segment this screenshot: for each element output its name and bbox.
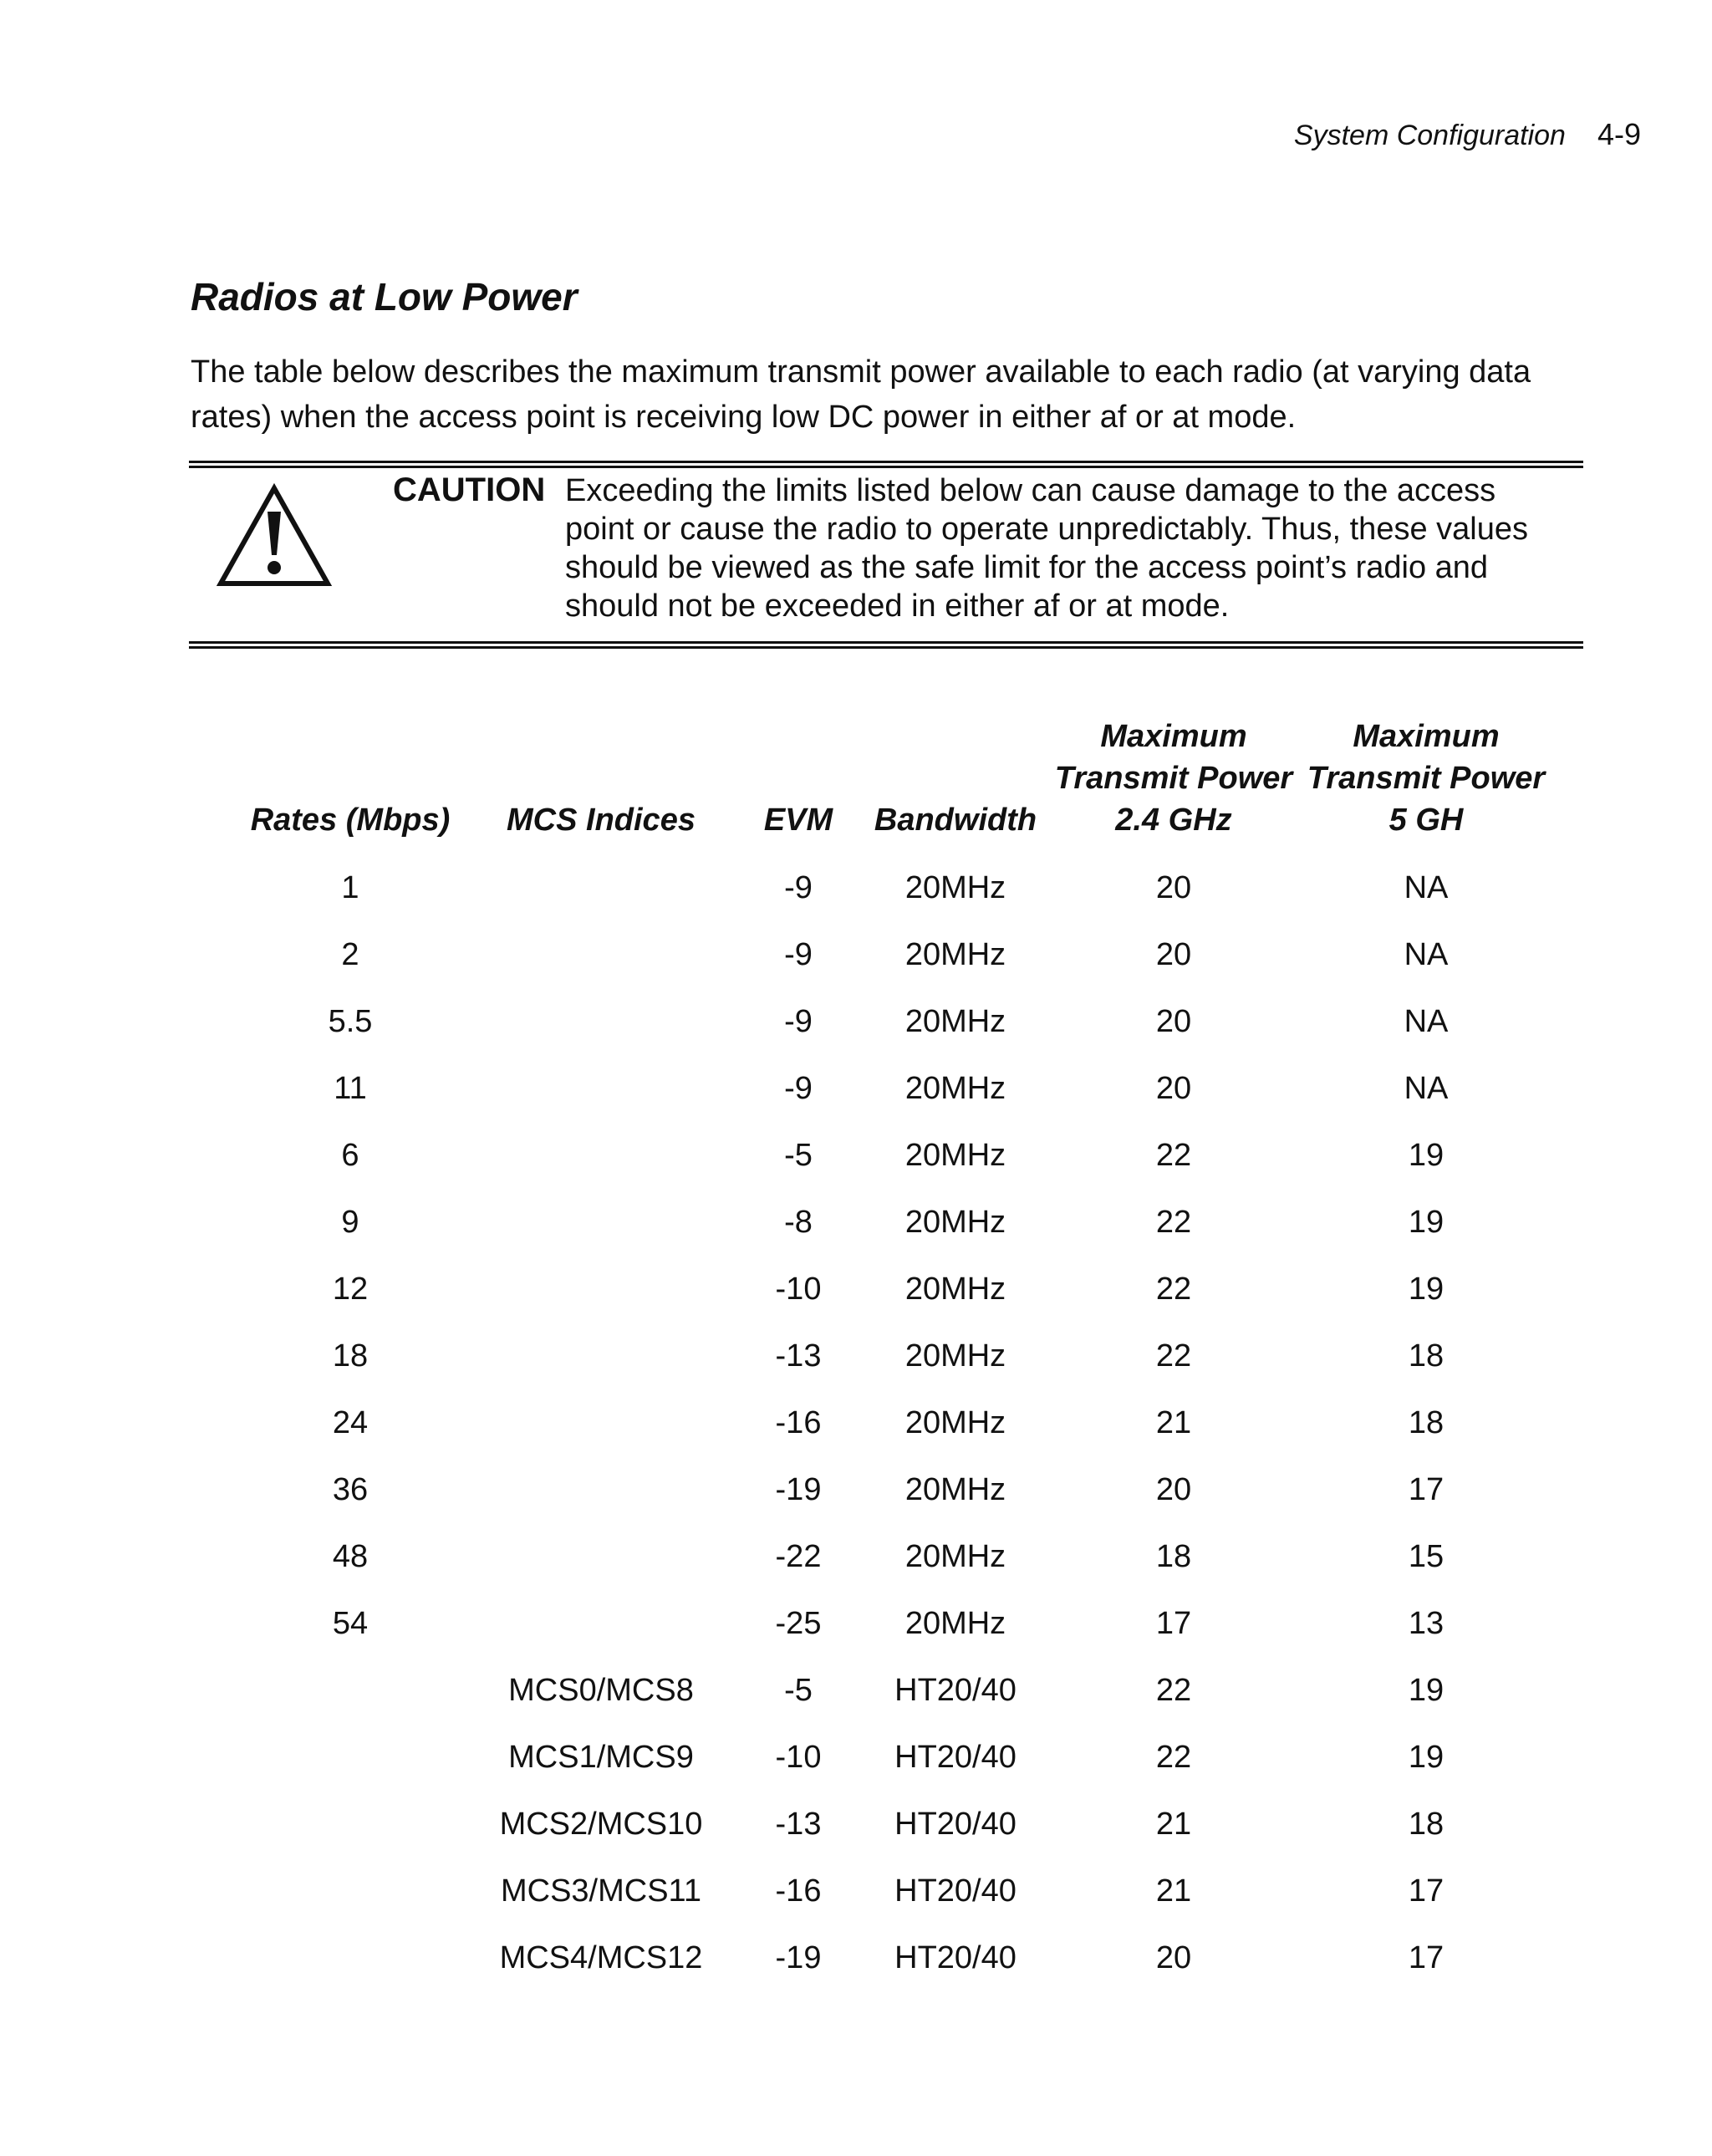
cell-mcs [468,1389,734,1456]
cell-bandwidth: HT20/40 [894,1739,1016,1775]
cell-power-2-4ghz: 22 [1155,1739,1192,1775]
cell-mcs [468,1523,734,1590]
cell-rate: 9 [341,1204,359,1240]
cell-evm: -19 [775,1471,822,1507]
cell-mcs [468,1456,734,1523]
header-rates: Rates (Mbps) [250,803,451,838]
cell-power-2-4ghz: 20 [1155,1471,1192,1507]
cell-rate: 24 [332,1404,369,1440]
table-body [232,854,1553,1991]
cell-evm: -19 [775,1939,822,1975]
intro-paragraph: The table below describes the maximum transmit power available to each radio (at varying data rates) when the access point is receiving low DC power in either af or at mode. [191,354,1531,435]
cell-power-5gh: NA [1404,1070,1449,1106]
cell-mcs [468,854,734,921]
header-evm: EVM [763,803,833,838]
table-row [232,988,1553,1055]
cell-bandwidth: 20MHz [904,1538,1006,1574]
cell-mcs: MCS3/MCS11 [500,1873,702,1909]
cell-bandwidth: 20MHz [904,1204,1006,1240]
cell-bandwidth: 20MHz [904,1003,1006,1039]
cell-rate: 6 [341,1137,359,1173]
cell-power-2-4ghz: 22 [1155,1672,1192,1708]
header-line: Transmit Power [1054,761,1293,796]
cell-power-5gh: 18 [1408,1338,1444,1374]
caution-bottom-rule [189,641,1583,649]
warning-triangle-icon [216,483,333,589]
cell-power-2-4ghz: 20 [1155,869,1192,905]
cell-power-2-4ghz: 20 [1155,1939,1192,1975]
cell-evm: -22 [775,1538,822,1574]
cell-rate: 11 [334,1070,367,1106]
header-line: Transmit Power [1307,761,1546,796]
transmit-power-table [232,716,1553,1991]
cell-power-2-4ghz: 22 [1155,1137,1192,1173]
cell-rate: 18 [332,1338,369,1374]
cell-power-5gh: 19 [1408,1204,1444,1240]
cell-rate: 1 [341,869,359,905]
table-row [232,1456,1553,1523]
cell-power-5gh: 15 [1408,1538,1444,1574]
cell-power-5gh: NA [1404,936,1449,972]
cell-bandwidth: 20MHz [904,1271,1006,1307]
cell-mcs: MCS1/MCS9 [508,1739,694,1775]
cell-bandwidth: 20MHz [904,936,1006,972]
cell-power-2-4ghz: 21 [1155,1404,1192,1440]
cell-rate [232,1791,468,1858]
cell-rate: 54 [332,1605,369,1641]
cell-rate: 12 [332,1271,369,1307]
cell-bandwidth: HT20/40 [894,1672,1016,1708]
cell-mcs [468,1323,734,1389]
header-max-power-2-4ghz [1048,716,1299,854]
caution-label: CAUTION [393,471,546,508]
cell-evm: -16 [775,1873,822,1909]
cell-power-5gh: NA [1404,869,1449,905]
cell-evm: -25 [775,1605,822,1641]
table-header-row [232,716,1553,854]
cell-rate: 5.5 [328,1003,373,1039]
cell-mcs [468,1590,734,1657]
cell-power-5gh: 17 [1408,1873,1444,1909]
page-header [1294,117,1641,152]
cell-bandwidth: 20MHz [904,1605,1006,1641]
cell-bandwidth: HT20/40 [894,1939,1016,1975]
cell-evm: -5 [784,1137,813,1173]
cell-rate [232,1657,468,1724]
cell-power-5gh: 19 [1408,1672,1444,1708]
cell-rate: 2 [341,936,359,972]
table-row [232,854,1553,921]
cell-evm: -13 [775,1806,822,1842]
cell-power-5gh: 18 [1408,1806,1444,1842]
page-number: 4-9 [1597,117,1641,151]
cell-evm: -10 [775,1739,822,1775]
header-bandwidth: Bandwidth [874,803,1037,838]
cell-bandwidth: 20MHz [904,1404,1006,1440]
cell-power-2-4ghz: 22 [1155,1271,1192,1307]
table-row [232,1724,1553,1791]
cell-bandwidth: HT20/40 [894,1806,1016,1842]
cell-power-2-4ghz: 18 [1155,1538,1192,1574]
cell-power-2-4ghz: 20 [1155,1003,1192,1039]
cell-power-2-4ghz: 20 [1155,936,1192,972]
cell-mcs [468,1122,734,1189]
table-row [232,921,1553,988]
caution-text: Exceeding the limits listed below can cause damage to the access point or cause the radio to operate unpredictably. Thus, these values should be viewed as the safe limit for the access point’s radio and should not be exceeded in either af or at mode. [565,473,1528,624]
cell-bandwidth: 20MHz [904,1471,1006,1507]
header-line: Maximum [1100,719,1247,754]
table-row [232,1389,1553,1456]
table-row [232,1858,1553,1924]
cell-bandwidth: 20MHz [904,869,1006,905]
cell-mcs [468,988,734,1055]
caution-top-rule [189,461,1583,468]
cell-power-5gh: 18 [1408,1404,1444,1440]
cell-mcs: MCS4/MCS12 [499,1939,703,1975]
table-row [232,1256,1553,1323]
table-row [232,1523,1553,1590]
cell-evm: -9 [784,1070,813,1106]
cell-evm: -10 [775,1271,822,1307]
section-title: Radios at Low Power [191,275,578,319]
cell-rate [232,1724,468,1791]
table-row [232,1791,1553,1858]
cell-power-5gh: 19 [1408,1739,1444,1775]
cell-bandwidth: 20MHz [904,1070,1006,1106]
cell-mcs: MCS2/MCS10 [499,1806,703,1842]
cell-bandwidth: 20MHz [904,1137,1006,1173]
cell-power-2-4ghz: 22 [1155,1338,1192,1374]
cell-rate [232,1858,468,1924]
cell-power-2-4ghz: 20 [1155,1070,1192,1106]
cell-power-5gh: 19 [1408,1271,1444,1307]
cell-power-5gh: 13 [1408,1605,1444,1641]
cell-evm: -9 [784,1003,813,1039]
cell-evm: -16 [775,1404,822,1440]
table-row [232,1323,1553,1389]
header-line: 5 GH [1388,803,1464,838]
cell-power-2-4ghz: 21 [1155,1806,1192,1842]
cell-power-5gh: NA [1404,1003,1449,1039]
header-max-power-5gh [1299,716,1553,854]
table-row [232,1924,1553,1991]
table-row [232,1122,1553,1189]
cell-evm: -9 [784,869,813,905]
table-row [232,1657,1553,1724]
cell-mcs [468,1189,734,1256]
header-mcs-indices: MCS Indices [507,803,696,838]
cell-rate [232,1924,468,1991]
cell-evm: -8 [784,1204,813,1240]
cell-evm: -13 [775,1338,822,1374]
table-row [232,1590,1553,1657]
cell-power-5gh: 17 [1408,1471,1444,1507]
cell-evm: -9 [784,936,813,972]
header-line: 2.4 GHz [1115,803,1232,838]
cell-rate: 48 [332,1538,369,1574]
section-name: System Configuration [1293,120,1566,151]
cell-mcs [468,921,734,988]
cell-power-2-4ghz: 17 [1155,1605,1192,1641]
cell-power-5gh: 17 [1408,1939,1444,1975]
header-line: Maximum [1353,719,1500,754]
cell-power-2-4ghz: 22 [1155,1204,1192,1240]
table-row [232,1189,1553,1256]
cell-power-2-4ghz: 21 [1155,1873,1192,1909]
cell-mcs [468,1256,734,1323]
cell-rate: 36 [332,1471,369,1507]
table-row [232,1055,1553,1122]
cell-mcs [468,1055,734,1122]
cell-mcs: MCS0/MCS8 [508,1672,694,1708]
cell-bandwidth: 20MHz [904,1338,1006,1374]
cell-power-5gh: 19 [1408,1137,1444,1173]
cell-evm: -5 [784,1672,813,1708]
cell-bandwidth: HT20/40 [894,1873,1016,1909]
